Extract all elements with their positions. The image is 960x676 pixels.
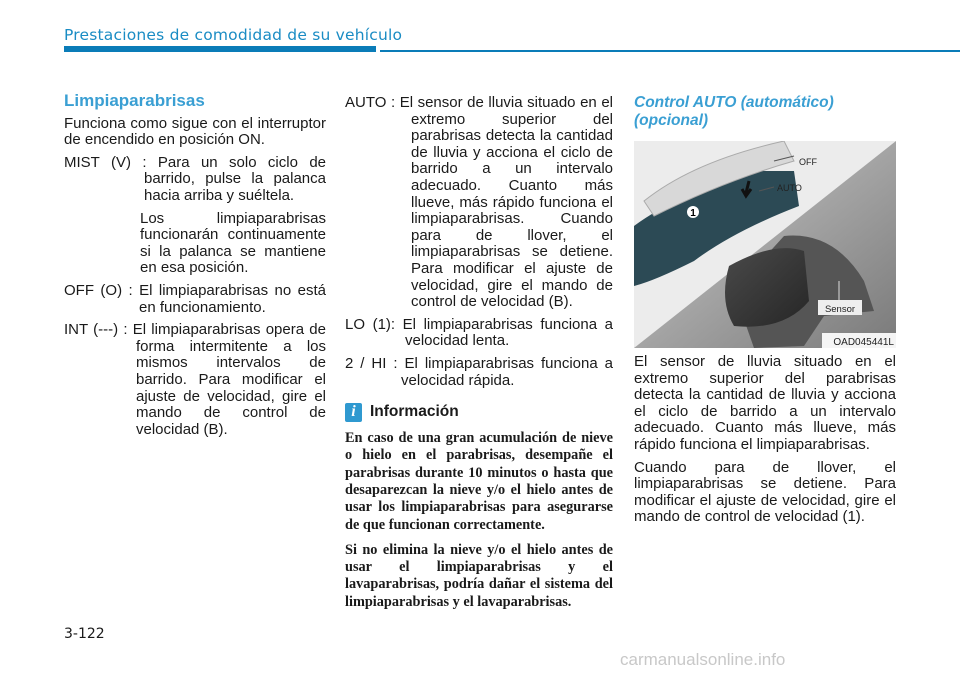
right-column	[634, 94, 896, 142]
watermark: carmanualsonline.info	[620, 650, 786, 669]
left-column	[64, 93, 326, 444]
wiper-sensor-figure	[634, 141, 896, 348]
info-box	[345, 430, 613, 611]
item-text: Los limpiaparabrisas funcionarán continuamente si la palanca se mantiene en esa posición.	[140, 209, 326, 277]
intro-text: Funciona como sigue con el interruptor de encendido en posición ON.	[64, 114, 326, 149]
section-title: Prestaciones de comodidad de su vehículo	[64, 26, 403, 44]
figure-code: OAD045441L	[833, 337, 894, 348]
item-mist	[64, 155, 326, 205]
item-int	[64, 322, 326, 438]
info-icon: i	[345, 403, 362, 422]
item-off	[64, 283, 326, 316]
figure-label-auto: AUTO	[777, 183, 802, 193]
heading-wipers: Limpiaparabrisas	[64, 91, 205, 110]
item-text: El limpiaparabrisas funciona a velocidad rápida.	[401, 354, 614, 389]
info-paragraph: En caso de una gran acumulación de nieve o hielo en el parabrisas, desempañe el parabrisas durante 10 minutos o hasta que desaparezcan la nieve y/o el hielo antes de usar los limpiaparabrisas para asegurarse de que funcionan correctamente.	[345, 430, 613, 533]
page-number: 3-122	[64, 626, 105, 642]
figure-label-1: 1	[690, 208, 696, 219]
item-lo	[345, 317, 613, 350]
middle-column	[345, 95, 613, 619]
item-label: OFF (O) :	[64, 281, 133, 299]
info-title-text: Información	[370, 403, 459, 421]
info-title	[345, 403, 613, 422]
figure-label-sensor: Sensor	[824, 304, 856, 315]
item-auto	[345, 95, 613, 311]
right-body	[634, 354, 896, 532]
body-paragraph: El sensor de lluvia situado en el extremo superior del parabrisas detecta la cantidad de lluvia y acciona el ciclo de barrido a un intervalo adecuado. Cuanto más llueve, más rápido funciona el limpiaparabrisas.	[634, 353, 896, 453]
item-label: AUTO :	[345, 94, 396, 111]
item-label: MIST (V) :	[64, 153, 147, 171]
item-text: El limpiaparabrisas no está en funcionamiento.	[139, 281, 327, 316]
header-rule	[380, 50, 960, 52]
header-bar	[64, 46, 376, 52]
info-paragraph: Si no elimina la nieve y/o el hielo antes de usar el limpiaparabrisas y el lavaparabrisas, podría dañar el sistema del limpiaparabrisas y el lavaparabrisas.	[345, 541, 613, 610]
item-text: El limpiaparabrisas funciona a velocidad lenta.	[402, 315, 613, 350]
figure-label-off: OFF	[799, 157, 817, 167]
item-text: El limpiaparabrisas opera de forma intermitente a los mismos intervalos de barrido. Para modificar el ajuste de velocidad, gire el mando de control de velocidad (B).	[132, 321, 326, 438]
item-text: El sensor de lluvia situado en el extremo superior del parabrisas detecta la cantidad de lluvia y acciona el ciclo de barrido a un intervalo adecuado. Cuanto más llueve, más rápido funciona el limpiaparabrisas. Cuando para de llover, el limpiaparabrisas se detiene. Para modificar el ajuste de velocidad, gire el mando de control de velocidad (B).	[399, 94, 613, 311]
item-hi	[345, 356, 613, 389]
heading-auto-control: Control AUTO (automático) (opcional)	[634, 94, 834, 129]
item-text: Para un solo ciclo de barrido, pulse la palanca hacia arriba y suéltela.	[144, 153, 327, 204]
item-label: 2 / HI :	[345, 354, 398, 372]
item-label: INT (---) :	[64, 321, 128, 339]
body-paragraph: Cuando para de llover, el limpiaparabrisas se detiene. Para modificar el ajuste de velocidad, gire el mando de control de velocidad (1).	[634, 458, 896, 526]
item-label: LO (1):	[345, 315, 396, 333]
item-mist-cont	[64, 211, 326, 277]
